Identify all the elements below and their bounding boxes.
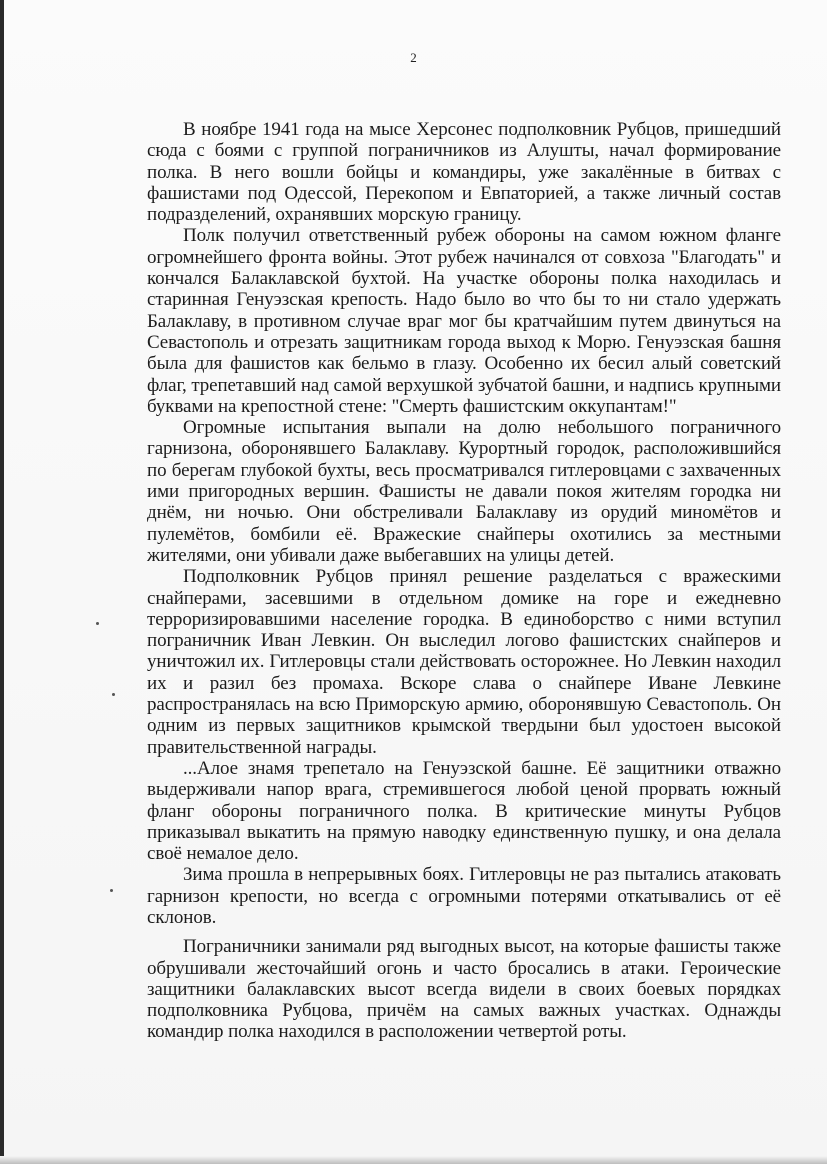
paragraph-7: Пограничники занимали ряд выгодных высот, на которые фашисты также обрушивали жесточайший огонь и часто бросались в атаки. Героические защитники балаклавских высот всегда видели в своих боевых порядках подполковника Рубцова, причём на самых важных участках. Однажды командир полка находился в расположении четвертой роты.: [147, 936, 781, 1043]
scan-bottom-edge: [0, 1156, 827, 1164]
paragraph-6: Зима прошла в непрерывных боях. Гитлеровцы не раз пытались атаковать гарнизон крепости, но всегда с огромными потерями откатывались от её склонов.: [147, 864, 781, 928]
paragraph-3: Огромные испытания выпали на долю небольшого пограничного гарнизона, оборонявшего Балаклаву. Курортный городок, расположившийся по берегам глубокой бухты, весь просматривался гитлеровцами с захваченных ими пригородных вершин. Фашисты не давали покоя жителям городка ни днём, ни ночью. Они обстреливали Балаклаву из орудий миномётов и пулемётов, бомбили её. Вражеские снайперы охотились за местными жителями, они убивали даже выбегавших на улицы детей.: [147, 417, 781, 566]
paragraph-5: ...Алое знамя трепетало на Генуэзской башне. Её защитники отважно выдерживали напор врага, стремившегося любой ценой прорвать южный фланг обороны пограничного полка. В критические минуты Рубцов приказывал выкатить на прямую наводку единственную пушку, и она делала своё немалое дело.: [147, 757, 781, 865]
page-number: 2: [410, 50, 417, 65]
scan-speck: [96, 622, 99, 625]
paragraph-2: Полк получил ответственный рубеж обороны на самом южном фланге огромнейшего фронта войны. Этот рубеж начинался от совхоза "Благодать" и кончался Балаклавской бухтой. На участке обороны полка находилась и старинная Генуэзская крепость. Надо было во что бы то ни стало удержать Балаклаву, в противном случае враг мог бы кратчайшим путем двинуться на Севастополь и отрезать защитникам города выход к Морю. Генуэзская башня была для фашистов как бельмо в глазу. Особенно их бесил алый советский флаг, трепетавший над самой верхушкой зубчатой башни, и надпись крупными буквами на крепостной стене: "Смерть фашистским оккупантам!": [147, 225, 781, 417]
paragraph-4: Подполковник Рубцов принял решение разделаться с вражескими снайперами, засевшими в отдельном домике на горе и ежедневно терроризировавшими население городка. В единоборство с ними вступил пограничник Иван Левкин. Он выследил логово фашистских снайперов и уничтожил их. Гитлеровцы стали действовать осторожнее. Но Левкин находил их и разил без промаха. Вскоре слава о снайпере Иване Левкине распространялась на всю Приморскую армию, оборонявшую Севастополь. Он одним из первых защитников крымской твердыни был удостоен высокой правительственной награды.: [147, 566, 781, 758]
scan-left-edge: [0, 0, 4, 1164]
scan-speck: [110, 889, 113, 892]
document-body: [147, 119, 781, 1043]
scan-speck: [112, 693, 115, 696]
paragraph-1: В ноябре 1941 года на мысе Херсонес подполковник Рубцов, пришедший сюда с боями с группой пограничников из Алушты, начал формирование полка. В него вошли бойцы и командиры, уже закалённые в битвах с фашистами под Одессой, Перекопом и Евпаторией, а также личный состав подразделений, охранявших морскую границу.: [147, 119, 781, 226]
